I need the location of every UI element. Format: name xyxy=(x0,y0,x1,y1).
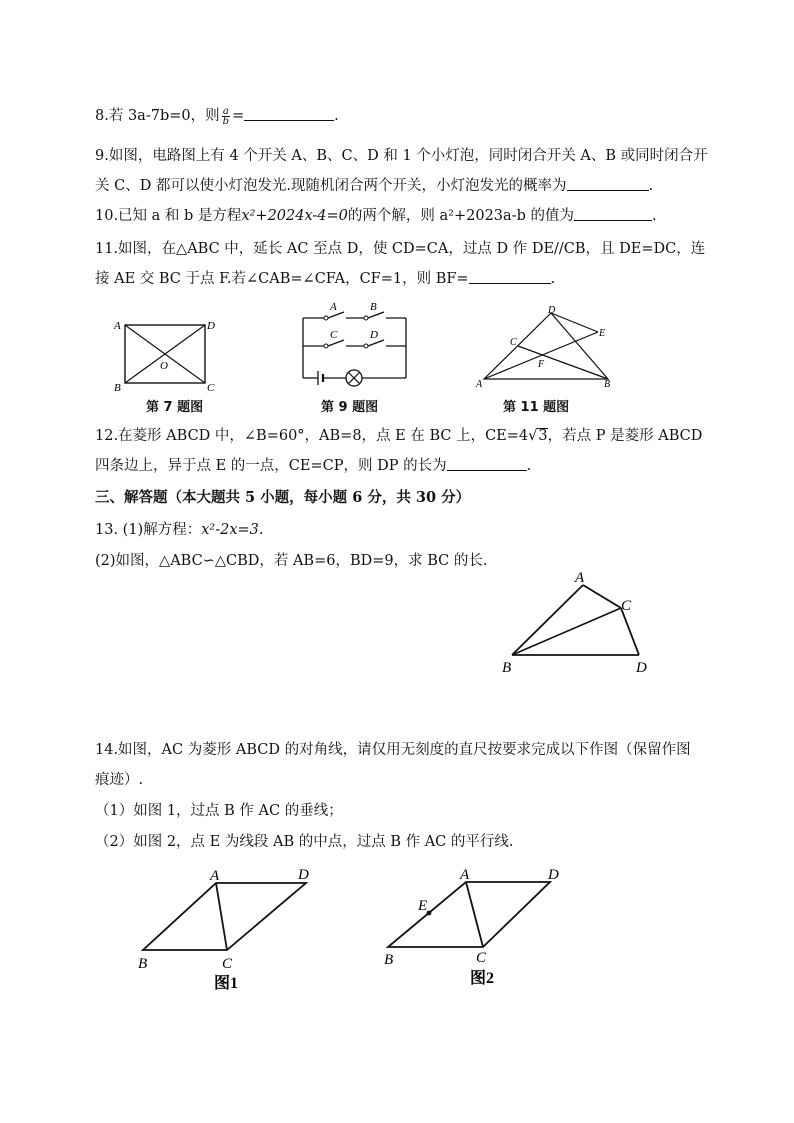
fig14-2-label-d: D xyxy=(548,867,559,883)
answer-blank-9[interactable] xyxy=(567,176,649,191)
question-10: 10.已知 a 和 b 是方程x²+2024x-4=0的两个解，则 a²+2023a-b 的值为 . xyxy=(95,208,657,224)
question-12-line-1: 12.在菱形 ABCD 中，∠B=60°，AB=8，点 E 在 BC 上，CE=4√3，若点 P 是菱形 ABCD xyxy=(95,428,703,444)
question-11-line-2: 接 AE 交 BC 于点 F.若∠CAB=∠CFA，CF=1，则 BF= . xyxy=(95,271,556,287)
figure-7-rectangle xyxy=(110,315,220,395)
question-14-part-1: （1）如图 1，过点 B 作 AC 的垂线； xyxy=(95,803,343,819)
figure-9-circuit xyxy=(298,300,418,390)
fig9-label-a: A xyxy=(330,301,337,313)
fig7-label-o: O xyxy=(160,360,168,372)
fig14-1-label-c: C xyxy=(222,956,233,972)
question-9-line-2: 关 C、D 都可以使小灯泡发光.现随机闭合两个开关，小灯泡发光的概率为 . xyxy=(95,178,654,194)
fig11-label-a: A xyxy=(476,379,483,390)
figure-11-triangle xyxy=(476,305,626,395)
fig11-label-b: B xyxy=(604,379,611,390)
figure-14-2-rhombus xyxy=(380,860,580,990)
question-9-line-1: 9.如图，电路图上有 4 个开关 A、B、C、D 和 1 个小灯泡，同时闭合开关 A、B 或同时闭合开 xyxy=(95,148,708,164)
question-14-part-2: （2）如图 2，点 E 为线段 AB 的中点，过点 B 作 AC 的平行线. xyxy=(95,834,514,850)
question-14-line-1: 14.如图，AC 为菱形 ABCD 的对角线，请仅用无刻度的直尺按要求完成以下作图（保留作图 xyxy=(95,742,691,758)
fig13-label-a: A xyxy=(575,570,585,586)
answer-blank-10[interactable] xyxy=(574,206,652,221)
fig7-label-c: C xyxy=(207,382,215,394)
fig7-label-a: A xyxy=(114,320,121,332)
question-13-part-2: (2)如图，△ABC∽△CBD，若 AB=6，BD=9，求 BC 的长. xyxy=(95,553,488,569)
question-13-part-1: 13. (1)解方程：x²-2x=3. xyxy=(95,522,264,538)
section-3-title: 三、解答题（本大题共 5 小题，每小题 6 分，共 30 分） xyxy=(95,489,471,506)
fig14-1-label-d: D xyxy=(298,867,309,883)
question-14-line-2: 痕迹）. xyxy=(95,772,144,788)
answer-blank-12[interactable] xyxy=(447,456,527,471)
fig11-label-f: F xyxy=(538,359,545,370)
fig7-label-d: D xyxy=(207,320,215,332)
fig13-label-b: B xyxy=(502,660,512,676)
question-8: 8.若 3a-7b=0，则 $\frac{a}{b}$ = . xyxy=(95,105,339,127)
figure-7-caption: 第 7 题图 xyxy=(146,400,204,415)
fig14-2-label-b: B xyxy=(384,952,394,968)
figure-14-1-rhombus xyxy=(134,860,334,995)
fig14-2-caption: 图2 xyxy=(470,970,495,987)
fig7-label-b: B xyxy=(114,382,121,394)
fig9-label-c: C xyxy=(330,329,338,341)
question-12-line-2: 四条边上，异于点 E 的一点，CE=CP，则 DP 的长为 . xyxy=(95,458,532,474)
fraction-a-over-b: $\frac{a}{b}$ xyxy=(222,105,230,127)
fig11-label-e: E xyxy=(599,328,606,339)
answer-blank-8[interactable] xyxy=(244,106,334,121)
fig13-label-c: C xyxy=(621,598,632,614)
fig13-label-d: D xyxy=(636,660,647,676)
fig14-2-label-a: A xyxy=(460,867,470,883)
answer-blank-11[interactable] xyxy=(469,269,551,284)
fig11-label-c: C xyxy=(510,337,517,348)
fig14-1-label-b: B xyxy=(138,956,148,972)
fig14-2-label-e: E xyxy=(418,898,428,914)
fig14-1-label-a: A xyxy=(210,868,220,884)
figure-9-caption: 第 9 题图 xyxy=(321,400,379,415)
question-11-line-1: 11.如图，在△ABC 中，延长 AC 至点 D，使 CD=CA，过点 D 作 DE//CB，且 DE=DC，连 xyxy=(95,241,706,257)
figure-11-caption: 第 11 题图 xyxy=(503,400,570,415)
fig11-label-d: D xyxy=(548,305,556,316)
fig9-label-b: B xyxy=(370,301,377,313)
fig14-2-label-c: C xyxy=(476,950,487,966)
fig14-1-caption: 图1 xyxy=(214,975,239,992)
figure-13-triangles xyxy=(498,568,658,678)
fig9-label-d: D xyxy=(370,329,378,341)
